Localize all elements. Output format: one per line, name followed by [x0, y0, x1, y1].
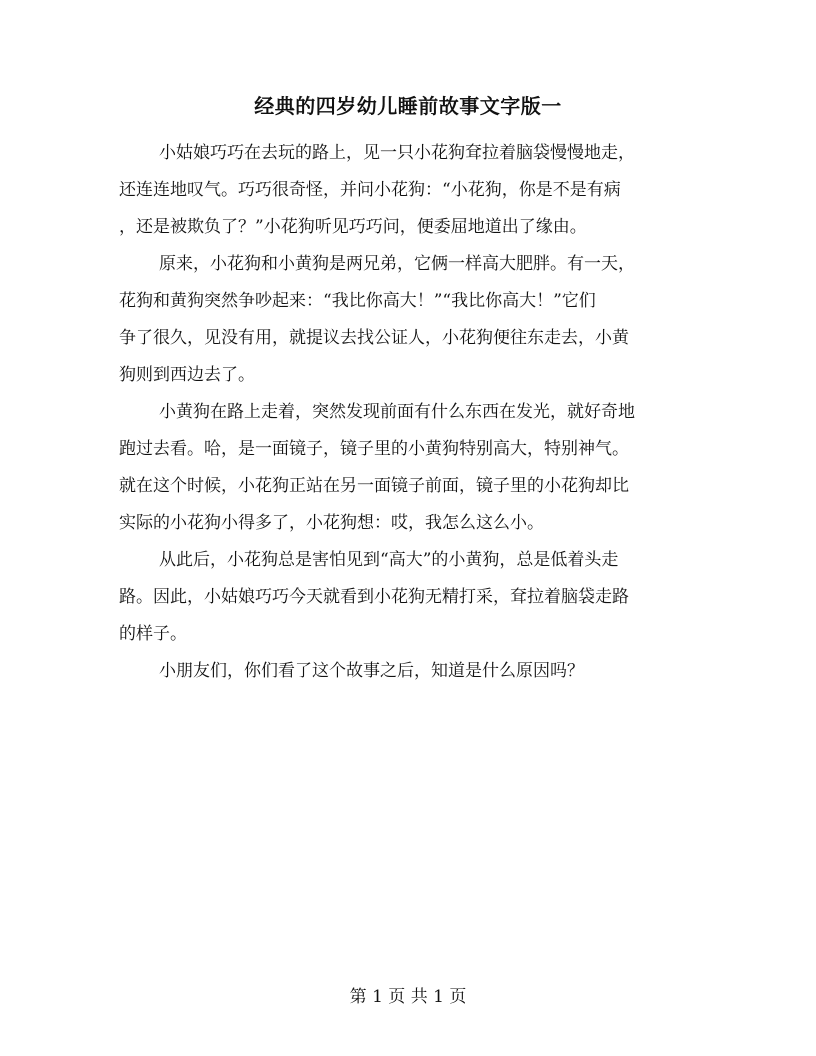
text-line: 跑过去看。哈，是一面镜子，镜子里的小黄狗特别高大，特别神气。 — [119, 439, 629, 459]
text-line: 原来，小花狗和小黄狗是两兄弟，它俩一样高大肥胖。有一天， — [159, 254, 635, 274]
text-line: 小姑娘巧巧在去玩的路上，见一只小花狗耷拉着脑袋慢慢地走， — [159, 143, 635, 163]
text-line: 小朋友们，你们看了这个故事之后，知道是什么原因吗？ — [159, 661, 584, 681]
paragraph — [119, 135, 639, 246]
text-line: 花狗和黄狗突然争吵起来：“我比你高大！”“我比你高大！”它们 — [119, 291, 596, 311]
document-title: 经典的四岁幼儿睡前故事文字版一 — [254, 94, 562, 118]
paragraph — [119, 394, 639, 542]
paragraph — [119, 542, 639, 653]
document-body — [119, 135, 639, 690]
text-line: 就在这个时候，小花狗正站在另一面镜子前面，镜子里的小花狗却比 — [119, 476, 629, 496]
text-line: 狗则到西边去了。 — [119, 365, 255, 385]
text-line: 路。因此，小姑娘巧巧今天就看到小花狗无精打采，耷拉着脑袋走路 — [119, 587, 629, 607]
text-line: 实际的小花狗小得多了，小花狗想：哎，我怎么这么小。 — [119, 513, 544, 533]
text-line: ，还是被欺负了？”小花狗听见巧巧问，便委屈地道出了缘由。 — [119, 217, 587, 237]
text-line: 还连连地叹气。巧巧很奇怪，并问小花狗：“小花狗，你是不是有病 — [119, 180, 621, 200]
text-line: 争了很久，见没有用，就提议去找公证人，小花狗便往东走去，小黄 — [119, 328, 629, 348]
page-footer: 第 1 页 共 1 页 — [349, 987, 467, 1007]
text-line: 小黄狗在路上走着，突然发现前面有什么东西在发光，就好奇地 — [159, 402, 635, 422]
text-line: 的样子。 — [119, 624, 187, 644]
text-line: 从此后，小花狗总是害怕见到“高大”的小黄狗，总是低着头走 — [159, 550, 619, 570]
paragraph — [119, 653, 639, 690]
paragraph — [119, 246, 639, 394]
